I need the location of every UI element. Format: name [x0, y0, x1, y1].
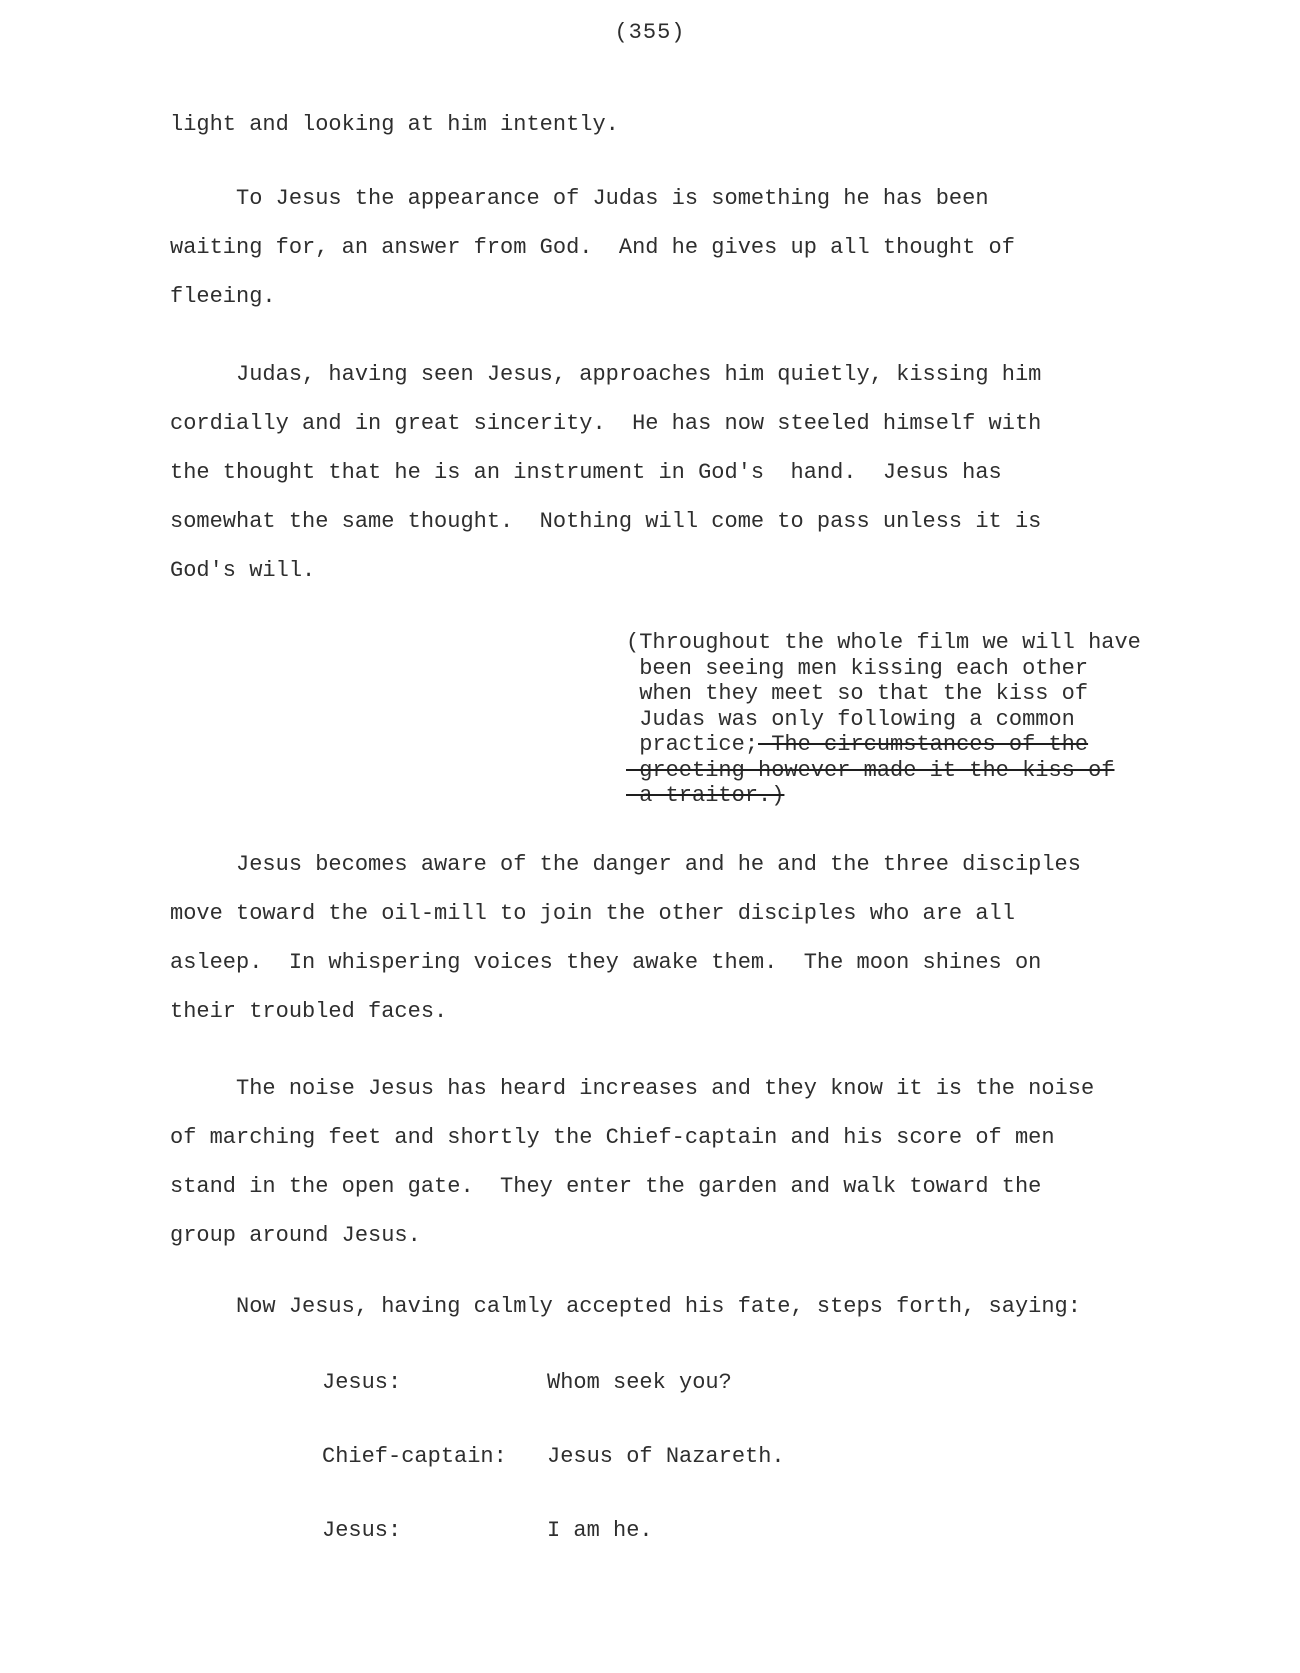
spoken-line: Jesus of Nazareth. — [547, 1444, 785, 1469]
spoken-line: I am he. — [547, 1518, 653, 1543]
spoken-line: Whom seek you? — [547, 1370, 732, 1395]
speaker-name: Jesus: — [322, 1370, 402, 1395]
dialogue-line — [322, 1518, 653, 1543]
speaker-name: Chief-captain: — [322, 1444, 507, 1469]
paragraph: The noise Jesus has heard increases and they know it is the noise of marching feet and shortly the Chief-captain and his score of men stand in the open gate. They enter the garden and walk toward the group around Jesus. — [170, 1076, 1095, 1248]
paragraph: Jesus becomes aware of the danger and he and the three disciples move toward the oil-mill to join the other disciples who are all asleep. In whispering voices they awake them. The moon shines on their troubled faces. — [170, 852, 1081, 1024]
struck-text: a traitor.) — [626, 783, 785, 808]
page-number: (355) — [614, 20, 686, 45]
speaker-name: Jesus: — [322, 1518, 402, 1543]
paragraph: To Jesus the appearance of Judas is something he has been waiting for, an answer from God. And he gives up all thought of fleeing. — [170, 186, 1015, 309]
parenthetical-note: (Throughout the whole film we will have been seeing men kissing each other when they meet so that the kiss of Judas was only following a common practice; The circumstances of the greeting however made it the kiss of a traitor.) — [626, 630, 1141, 808]
dialogue-line — [322, 1370, 732, 1395]
struck-text: The circumstances of the — [758, 732, 1089, 757]
struck-text: greeting however made it the kiss of — [626, 757, 1115, 783]
dialogue-line — [322, 1444, 785, 1469]
paragraph: light and looking at him intently. — [170, 112, 619, 137]
paragraph: Judas, having seen Jesus, approaches him quietly, kissing him cordially and in great sincerity. He has now steeled himself with the thought that he is an instrument in God's hand. Jesus has somewhat the same thought. Nothing will come to pass unless it is God's will. — [170, 362, 1042, 583]
paragraph: Now Jesus, having calmly accepted his fate, steps forth, saying: — [170, 1294, 1081, 1319]
